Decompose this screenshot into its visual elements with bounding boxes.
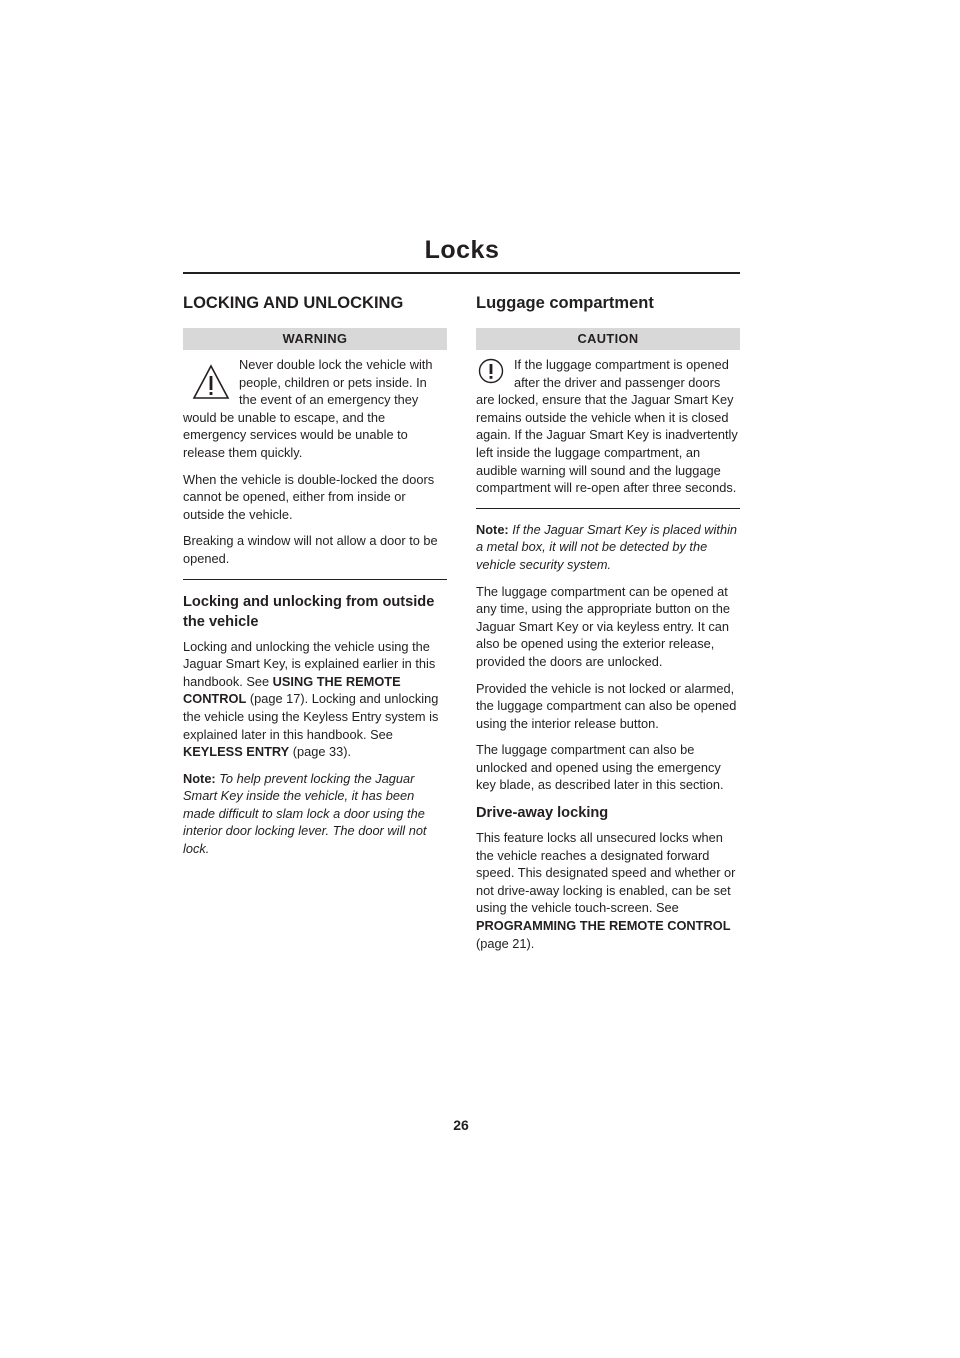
caution-box — [476, 328, 740, 509]
note-paragraph-left — [183, 770, 447, 858]
subsection-title-outside: Locking and unlocking from outside the vehicle — [183, 593, 435, 630]
warning-body — [183, 350, 447, 580]
caution-body — [476, 350, 740, 509]
luggage-paragraph-1: The luggage compartment can be opened at any time, using the appropriate button on the Jaguar Smart Key or via keyless entry. It can also be opened using the exterior release, provided the doors are unlocked. — [476, 583, 730, 669]
caution-exclamation-icon — [478, 358, 504, 384]
left-column — [183, 290, 447, 867]
warning-text-1: Never double lock the vehicle with people, children or pets inside. In the event of an emergency they would be unable to escape, and the emergency services would be unable to release them quickly. — [183, 357, 433, 460]
warning-triangle-icon — [191, 362, 231, 402]
ref-programming-remote[interactable]: PROGRAMMING THE REMOTE CONTROL — [476, 918, 731, 934]
drive-away-paragraph — [476, 829, 740, 952]
right-column — [476, 290, 740, 961]
note-label: Note: — [476, 521, 509, 537]
section-title-locking: LOCKING AND UNLOCKING — [183, 294, 404, 312]
page-number: 26 — [453, 1117, 469, 1133]
warning-text-2: When the vehicle is double-locked the doors cannot be opened, either from inside or outside the vehicle. — [183, 471, 435, 522]
page-title: Locks — [424, 236, 500, 264]
note-label: Note: — [183, 770, 216, 786]
ref-keyless-entry[interactable]: KEYLESS ENTRY — [183, 744, 290, 760]
warning-text-3: Breaking a window will not allow a door to be opened. — [183, 533, 438, 566]
caution-text: If the luggage compartment is opened after the driver and passenger doors are locked, ensure that the Jaguar Smart Key remains outside the vehicle when it is closed again. If the Jaguar Smart Key is inadvertently left inside the luggage compartment, an audible warning will sound and the luggage compartment will re-open after three seconds. — [476, 357, 738, 496]
locking-text-c: (page 33). — [289, 744, 352, 760]
warning-box — [183, 328, 447, 580]
warning-label: WARNING — [183, 328, 447, 350]
luggage-paragraph-3: The luggage compartment can also be unlocked and opened using the emergency key blade, as described later in this section. — [476, 742, 724, 793]
note-text: To help prevent locking the Jaguar Smart Key inside the vehicle, it has been made difficult to slam lock a door using the interior door locking lever. The door will not lock. — [183, 770, 427, 857]
drive-away-text-a: This feature locks all unsecured locks when the vehicle reaches a designated forward speed. This designated speed and whether or not drive-away locking is enabled, can be set using the vehicle touch-screen. See — [476, 830, 736, 916]
locking-text-b: (page 17). Locking and unlocking the vehicle using the Keyless Entry system is explained later in this handbook. See — [183, 691, 439, 742]
drive-away-text-b: (page 21). — [476, 935, 535, 951]
section-title-luggage: Luggage compartment — [476, 294, 654, 312]
title-rule — [183, 272, 740, 274]
note-paragraph-right — [476, 521, 740, 574]
ref-remote-control[interactable]: USING THE REMOTE CONTROL — [183, 673, 401, 707]
locking-paragraph — [183, 638, 447, 761]
note-text: If the Jaguar Smart Key is placed within a metal box, it will not be detected by the vehicle security system. — [476, 521, 738, 572]
locking-text-a: Locking and unlocking the vehicle using the Jaguar Smart Key, is explained earlier in this handbook. See — [183, 638, 436, 689]
caution-label: CAUTION — [476, 328, 740, 350]
subsection-title-drive-away: Drive-away locking — [476, 805, 609, 822]
luggage-paragraph-2: Provided the vehicle is not locked or alarmed, the luggage compartment can also be opened using the interior release button. — [476, 680, 737, 731]
